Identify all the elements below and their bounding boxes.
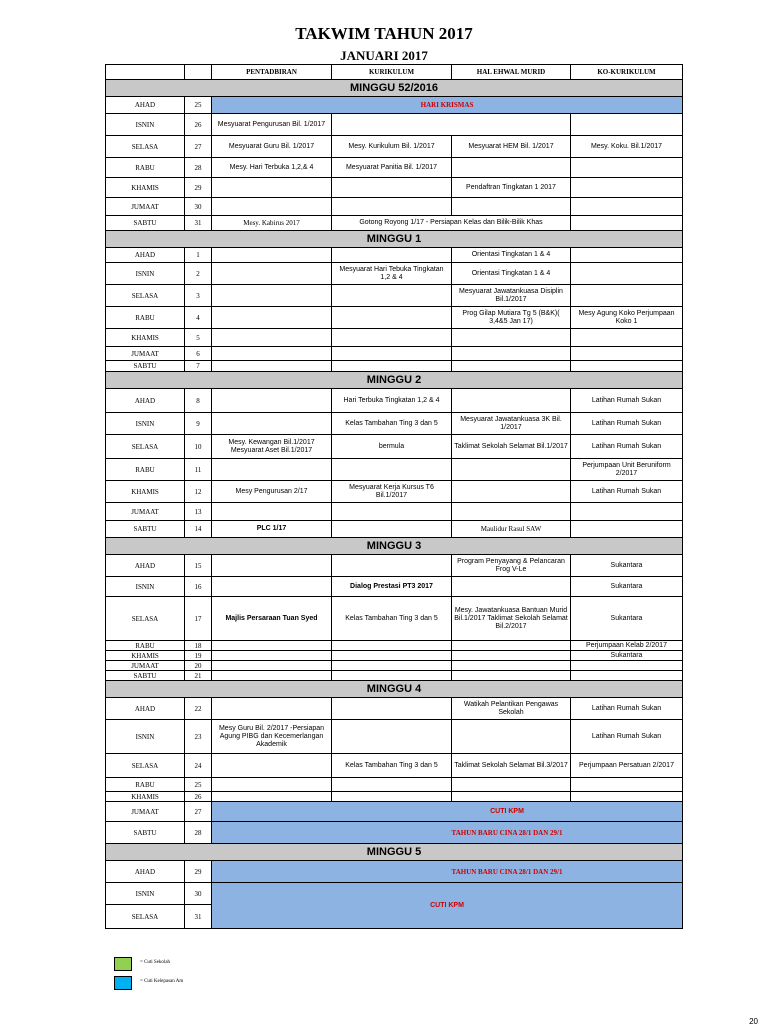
day-name: RABU bbox=[106, 158, 185, 178]
day-name: RABU bbox=[106, 778, 185, 792]
event-cell bbox=[571, 661, 683, 671]
day-number: 25 bbox=[185, 97, 212, 114]
event-cell bbox=[332, 521, 452, 538]
day-name: SABTU bbox=[106, 521, 185, 538]
event-cell: Taklimat Sekolah Selamat Bil.1/2017 bbox=[452, 435, 571, 459]
day-name: RABU bbox=[106, 307, 185, 329]
day-row bbox=[106, 802, 683, 822]
event-cell bbox=[452, 481, 571, 503]
event-cell: Mesy Agung Koko Perjumpaan Koko 1 bbox=[571, 307, 683, 329]
day-number: 23 bbox=[185, 720, 212, 754]
day-row bbox=[106, 503, 683, 521]
event-cell: Latihan Rumah Sukan bbox=[571, 413, 683, 435]
event-cell bbox=[452, 792, 571, 802]
day-name: ISNIN bbox=[106, 413, 185, 435]
week-label: MINGGU 1 bbox=[106, 231, 683, 248]
event-cell bbox=[212, 698, 332, 720]
col-header: HAL EHWAL MURID bbox=[452, 65, 571, 80]
day-row bbox=[106, 114, 683, 136]
day-number: 27 bbox=[185, 802, 212, 822]
event-cell: Kelas Tambahan Ting 3 dan 5 bbox=[332, 597, 452, 641]
day-row bbox=[106, 216, 683, 231]
event-cell bbox=[571, 285, 683, 307]
event-cell bbox=[332, 651, 452, 661]
event-cell: Mesyuarat Hari Tebuka Tingkatan 1,2 & 4 bbox=[332, 263, 452, 285]
day-name: KHAMIS bbox=[106, 651, 185, 661]
event-cell: Mesyuarat Guru Bil. 1/2017 bbox=[212, 136, 332, 158]
day-number: 26 bbox=[185, 114, 212, 136]
day-row bbox=[106, 248, 683, 263]
event-cell bbox=[212, 263, 332, 285]
event-cell bbox=[212, 329, 332, 347]
day-name: AHAD bbox=[106, 698, 185, 720]
day-name: KHAMIS bbox=[106, 178, 185, 198]
holiday-cell: CUTI KPM bbox=[212, 883, 683, 929]
event-cell: Taklimat Sekolah Selamat Bil.3/2017 bbox=[452, 754, 571, 778]
event-cell bbox=[212, 577, 332, 597]
week-label: MINGGU 5 bbox=[106, 844, 683, 861]
event-cell bbox=[571, 329, 683, 347]
day-number: 7 bbox=[185, 361, 212, 372]
event-cell: Mesyuarat Panitia Bil. 1/2017 bbox=[332, 158, 452, 178]
event-cell: Mesy. Koku. Bil.1/2017 bbox=[571, 136, 683, 158]
holiday-cell: TAHUN BARU CINA 28/1 DAN 29/1 bbox=[212, 861, 683, 883]
event-cell bbox=[452, 720, 571, 754]
week-row bbox=[106, 231, 683, 248]
event-cell: Latihan Rumah Sukan bbox=[571, 720, 683, 754]
day-name: SELASA bbox=[106, 136, 185, 158]
day-name: AHAD bbox=[106, 861, 185, 883]
day-row bbox=[106, 435, 683, 459]
day-name: AHAD bbox=[106, 555, 185, 577]
event-cell: Mesyuarat HEM Bil. 1/2017 bbox=[452, 136, 571, 158]
day-number: 8 bbox=[185, 389, 212, 413]
day-row bbox=[106, 883, 683, 905]
legend-swatch-blue bbox=[114, 976, 132, 990]
day-name: AHAD bbox=[106, 97, 185, 114]
day-row bbox=[106, 389, 683, 413]
week-row bbox=[106, 80, 683, 97]
day-name: SABTU bbox=[106, 361, 185, 372]
day-name: SELASA bbox=[106, 435, 185, 459]
event-cell bbox=[452, 389, 571, 413]
event-cell bbox=[212, 754, 332, 778]
day-row bbox=[106, 413, 683, 435]
event-cell bbox=[332, 114, 571, 136]
event-cell: Mesyuarat Jawatankuasa Disiplin Bil.1/2017 bbox=[452, 285, 571, 307]
event-cell bbox=[332, 329, 452, 347]
day-name: ISNIN bbox=[106, 883, 185, 905]
day-number: 22 bbox=[185, 698, 212, 720]
event-cell: Mesyuarat Kerja Kursus T6 Bil.1/2017 bbox=[332, 481, 452, 503]
day-number: 21 bbox=[185, 671, 212, 681]
event-cell bbox=[571, 114, 683, 136]
holiday-cell: CUTI KPM bbox=[212, 802, 683, 822]
event-cell bbox=[212, 178, 332, 198]
event-cell bbox=[452, 577, 571, 597]
event-cell bbox=[332, 198, 452, 216]
event-cell bbox=[571, 361, 683, 372]
day-number: 30 bbox=[185, 883, 212, 905]
event-cell: Pendaftran Tingkatan 1 2017 bbox=[452, 178, 571, 198]
day-number: 16 bbox=[185, 577, 212, 597]
day-row bbox=[106, 778, 683, 792]
event-cell: Dialog Prestasi PT3 2017 bbox=[332, 577, 452, 597]
day-number: 28 bbox=[185, 822, 212, 844]
day-row bbox=[106, 671, 683, 681]
event-cell: Prog Gilap Mutiara Tg 5 (B&K)( 3,4&5 Jan 17) bbox=[452, 307, 571, 329]
event-cell bbox=[212, 661, 332, 671]
header-row bbox=[106, 65, 683, 80]
day-number: 29 bbox=[185, 861, 212, 883]
page-number: 20 bbox=[749, 1017, 758, 1026]
day-number: 17 bbox=[185, 597, 212, 641]
day-row bbox=[106, 698, 683, 720]
event-cell bbox=[332, 698, 452, 720]
event-cell bbox=[212, 503, 332, 521]
event-cell bbox=[571, 778, 683, 792]
event-cell bbox=[212, 459, 332, 481]
day-name: JUMAAT bbox=[106, 347, 185, 361]
event-cell bbox=[212, 778, 332, 792]
event-cell: Perjumpaan Persatuan 2/2017 bbox=[571, 754, 683, 778]
event-cell bbox=[212, 555, 332, 577]
event-cell bbox=[212, 307, 332, 329]
event-cell bbox=[212, 285, 332, 307]
event-cell bbox=[571, 178, 683, 198]
day-row bbox=[106, 720, 683, 754]
day-number: 14 bbox=[185, 521, 212, 538]
day-row bbox=[106, 329, 683, 347]
day-number: 13 bbox=[185, 503, 212, 521]
event-cell bbox=[332, 778, 452, 792]
day-row bbox=[106, 347, 683, 361]
event-cell bbox=[332, 671, 452, 681]
day-row bbox=[106, 136, 683, 158]
col-header: KO-KURIKULUM bbox=[571, 65, 683, 80]
event-cell: Mesy. Kabirus 2017 bbox=[212, 216, 332, 231]
page-title: TAKWIM TAHUN 2017 bbox=[295, 24, 473, 43]
day-row bbox=[106, 521, 683, 538]
event-cell: Program Penyayang & Pelancaran Frog V-Le bbox=[452, 555, 571, 577]
event-cell: Watikah Pelantikan Pengawas Sekolah bbox=[452, 698, 571, 720]
event-cell bbox=[452, 661, 571, 671]
event-cell: Mesy. Kurikulum Bil. 1/2017 bbox=[332, 136, 452, 158]
event-cell bbox=[452, 671, 571, 681]
day-name: JUMAAT bbox=[106, 661, 185, 671]
week-row bbox=[106, 844, 683, 861]
day-number: 2 bbox=[185, 263, 212, 285]
day-name: ISNIN bbox=[106, 720, 185, 754]
week-label: MINGGU 2 bbox=[106, 372, 683, 389]
day-row bbox=[106, 361, 683, 372]
day-name: JUMAAT bbox=[106, 198, 185, 216]
day-number: 26 bbox=[185, 792, 212, 802]
day-row bbox=[106, 577, 683, 597]
day-row bbox=[106, 861, 683, 883]
day-name: KHAMIS bbox=[106, 329, 185, 347]
event-cell bbox=[452, 641, 571, 651]
day-number: 11 bbox=[185, 459, 212, 481]
day-row bbox=[106, 822, 683, 844]
holiday-cell: HARI KRISMAS bbox=[212, 97, 683, 114]
day-number: 5 bbox=[185, 329, 212, 347]
day-name: SELASA bbox=[106, 905, 185, 929]
week-row bbox=[106, 372, 683, 389]
day-number: 6 bbox=[185, 347, 212, 361]
legend-label: = Cuti Sekolah bbox=[140, 960, 171, 965]
day-name: SABTU bbox=[106, 671, 185, 681]
event-cell: Sukantara bbox=[571, 597, 683, 641]
event-cell bbox=[212, 413, 332, 435]
event-cell bbox=[452, 459, 571, 481]
event-cell bbox=[212, 248, 332, 263]
week-label: MINGGU 4 bbox=[106, 681, 683, 698]
event-cell: Orientasi Tingkatan 1 & 4 bbox=[452, 263, 571, 285]
event-cell bbox=[332, 285, 452, 307]
day-number: 9 bbox=[185, 413, 212, 435]
day-row bbox=[106, 178, 683, 198]
event-cell bbox=[332, 555, 452, 577]
day-number: 27 bbox=[185, 136, 212, 158]
event-cell: Kelas Tambahan Ting 3 dan 5 bbox=[332, 413, 452, 435]
day-number: 30 bbox=[185, 198, 212, 216]
event-cell: Mesy. Kewangan Bil.1/2017 Mesyuarat Aset Bil.1/2017 bbox=[212, 435, 332, 459]
week-row bbox=[106, 681, 683, 698]
day-name: SABTU bbox=[106, 822, 185, 844]
event-cell: Mesyuarat Jawatankuasa 3K Bil. 1/2017 bbox=[452, 413, 571, 435]
day-row bbox=[106, 307, 683, 329]
day-number: 12 bbox=[185, 481, 212, 503]
day-number: 31 bbox=[185, 216, 212, 231]
event-cell: Perjumpaan Unit Beruniform 2/2017 bbox=[571, 459, 683, 481]
col-header: KURIKULUM bbox=[332, 65, 452, 80]
event-cell bbox=[212, 347, 332, 361]
day-name: ISNIN bbox=[106, 577, 185, 597]
event-cell bbox=[571, 248, 683, 263]
day-number: 29 bbox=[185, 178, 212, 198]
event-cell bbox=[212, 641, 332, 651]
day-row bbox=[106, 641, 683, 651]
event-cell: Latihan Rumah Sukan bbox=[571, 389, 683, 413]
month-title: JANUARI 2017 bbox=[340, 48, 428, 63]
day-number: 10 bbox=[185, 435, 212, 459]
event-cell bbox=[332, 307, 452, 329]
day-name: KHAMIS bbox=[106, 481, 185, 503]
day-number: 15 bbox=[185, 555, 212, 577]
day-row bbox=[106, 459, 683, 481]
day-row bbox=[106, 661, 683, 671]
event-cell: Mesy. Hari Terbuka 1,2,& 4 bbox=[212, 158, 332, 178]
event-cell bbox=[571, 263, 683, 285]
day-row bbox=[106, 792, 683, 802]
day-name: RABU bbox=[106, 641, 185, 651]
day-number: 18 bbox=[185, 641, 212, 651]
day-number: 25 bbox=[185, 778, 212, 792]
event-cell bbox=[332, 248, 452, 263]
event-cell bbox=[212, 671, 332, 681]
event-cell bbox=[571, 792, 683, 802]
event-cell bbox=[571, 521, 683, 538]
col-header: PENTADBIRAN bbox=[212, 65, 332, 80]
day-name: SABTU bbox=[106, 216, 185, 231]
day-number: 1 bbox=[185, 248, 212, 263]
calendar-table bbox=[105, 64, 683, 929]
day-row bbox=[106, 97, 683, 114]
day-row bbox=[106, 651, 683, 661]
day-name: AHAD bbox=[106, 389, 185, 413]
event-cell: Latihan Rumah Sukan bbox=[571, 435, 683, 459]
event-cell bbox=[332, 641, 452, 651]
day-row bbox=[106, 158, 683, 178]
week-row bbox=[106, 538, 683, 555]
day-name: ISNIN bbox=[106, 114, 185, 136]
day-name: SELASA bbox=[106, 754, 185, 778]
day-name: JUMAAT bbox=[106, 802, 185, 822]
event-cell bbox=[452, 361, 571, 372]
event-cell: Mesy. Jawatankuasa Bantuan Murid Bil.1/2017 Taklimat Sekolah Selamat Bil.2/2017 bbox=[452, 597, 571, 641]
event-cell bbox=[332, 361, 452, 372]
event-cell bbox=[452, 778, 571, 792]
event-cell bbox=[332, 792, 452, 802]
day-name: RABU bbox=[106, 459, 185, 481]
event-cell bbox=[332, 503, 452, 521]
event-cell bbox=[452, 198, 571, 216]
day-row bbox=[106, 754, 683, 778]
event-cell bbox=[571, 671, 683, 681]
event-cell: Majlis Persaraan Tuan Syed bbox=[212, 597, 332, 641]
day-row bbox=[106, 285, 683, 307]
event-cell bbox=[332, 661, 452, 671]
day-name: SELASA bbox=[106, 597, 185, 641]
event-cell bbox=[571, 198, 683, 216]
day-row bbox=[106, 198, 683, 216]
day-row bbox=[106, 263, 683, 285]
event-cell: Gotong Royong 1/17 - Persiapan Kelas dan Bilik-Bilik Khas bbox=[332, 216, 571, 231]
holiday-cell: TAHUN BARU CINA 28/1 DAN 29/1 bbox=[212, 822, 683, 844]
event-cell: Latihan Rumah Sukan bbox=[571, 698, 683, 720]
day-number: 20 bbox=[185, 661, 212, 671]
week-label: MINGGU 3 bbox=[106, 538, 683, 555]
event-cell bbox=[571, 503, 683, 521]
event-cell bbox=[452, 158, 571, 178]
event-cell bbox=[571, 216, 683, 231]
day-name: KHAMIS bbox=[106, 792, 185, 802]
event-cell: PLC 1/17 bbox=[212, 521, 332, 538]
event-cell bbox=[571, 158, 683, 178]
event-cell bbox=[452, 651, 571, 661]
event-cell bbox=[332, 178, 452, 198]
event-cell: Sukantara bbox=[571, 651, 683, 661]
day-number: 24 bbox=[185, 754, 212, 778]
event-cell bbox=[212, 389, 332, 413]
event-cell: Mesyuarat Pengurusan Bil. 1/2017 bbox=[212, 114, 332, 136]
event-cell: Latihan Rumah Sukan bbox=[571, 481, 683, 503]
blank-cell bbox=[106, 65, 185, 80]
day-number: 3 bbox=[185, 285, 212, 307]
event-cell bbox=[212, 198, 332, 216]
day-number: 4 bbox=[185, 307, 212, 329]
event-cell: Kelas Tambahan Ting 3 dan 5 bbox=[332, 754, 452, 778]
blank-cell bbox=[185, 65, 212, 80]
day-name: JUMAAT bbox=[106, 503, 185, 521]
day-name: AHAD bbox=[106, 248, 185, 263]
event-cell: Perjumpaan Kelab 2/2017 bbox=[571, 641, 683, 651]
event-cell: Mesy Pengurusan 2/17 bbox=[212, 481, 332, 503]
day-number: 28 bbox=[185, 158, 212, 178]
event-cell bbox=[452, 347, 571, 361]
event-cell: Hari Terbuka Tingkatan 1,2 & 4 bbox=[332, 389, 452, 413]
day-row bbox=[106, 597, 683, 641]
event-cell bbox=[332, 459, 452, 481]
legend-label: = Cuti Kelepasan Am bbox=[140, 979, 184, 984]
event-cell bbox=[452, 329, 571, 347]
event-cell bbox=[212, 651, 332, 661]
day-row bbox=[106, 555, 683, 577]
event-cell bbox=[452, 503, 571, 521]
event-cell: Orientasi Tingkatan 1 & 4 bbox=[452, 248, 571, 263]
legend-swatch-green bbox=[114, 957, 132, 971]
day-name: SELASA bbox=[106, 285, 185, 307]
event-cell bbox=[332, 347, 452, 361]
event-cell: Sukantara bbox=[571, 577, 683, 597]
event-cell bbox=[332, 720, 452, 754]
day-number: 31 bbox=[185, 905, 212, 929]
event-cell: Maulidur Rasul SAW bbox=[452, 521, 571, 538]
day-row bbox=[106, 481, 683, 503]
day-name: ISNIN bbox=[106, 263, 185, 285]
event-cell bbox=[212, 361, 332, 372]
event-cell: Mesy Guru Bil. 2/2017 -Persiapan Agung PIBG dan Kecemerlangan Akademik bbox=[212, 720, 332, 754]
week-label: MINGGU 52/2016 bbox=[106, 80, 683, 97]
event-cell: bermula bbox=[332, 435, 452, 459]
event-cell bbox=[571, 347, 683, 361]
event-cell: Sukantara bbox=[571, 555, 683, 577]
event-cell bbox=[212, 792, 332, 802]
day-number: 19 bbox=[185, 651, 212, 661]
